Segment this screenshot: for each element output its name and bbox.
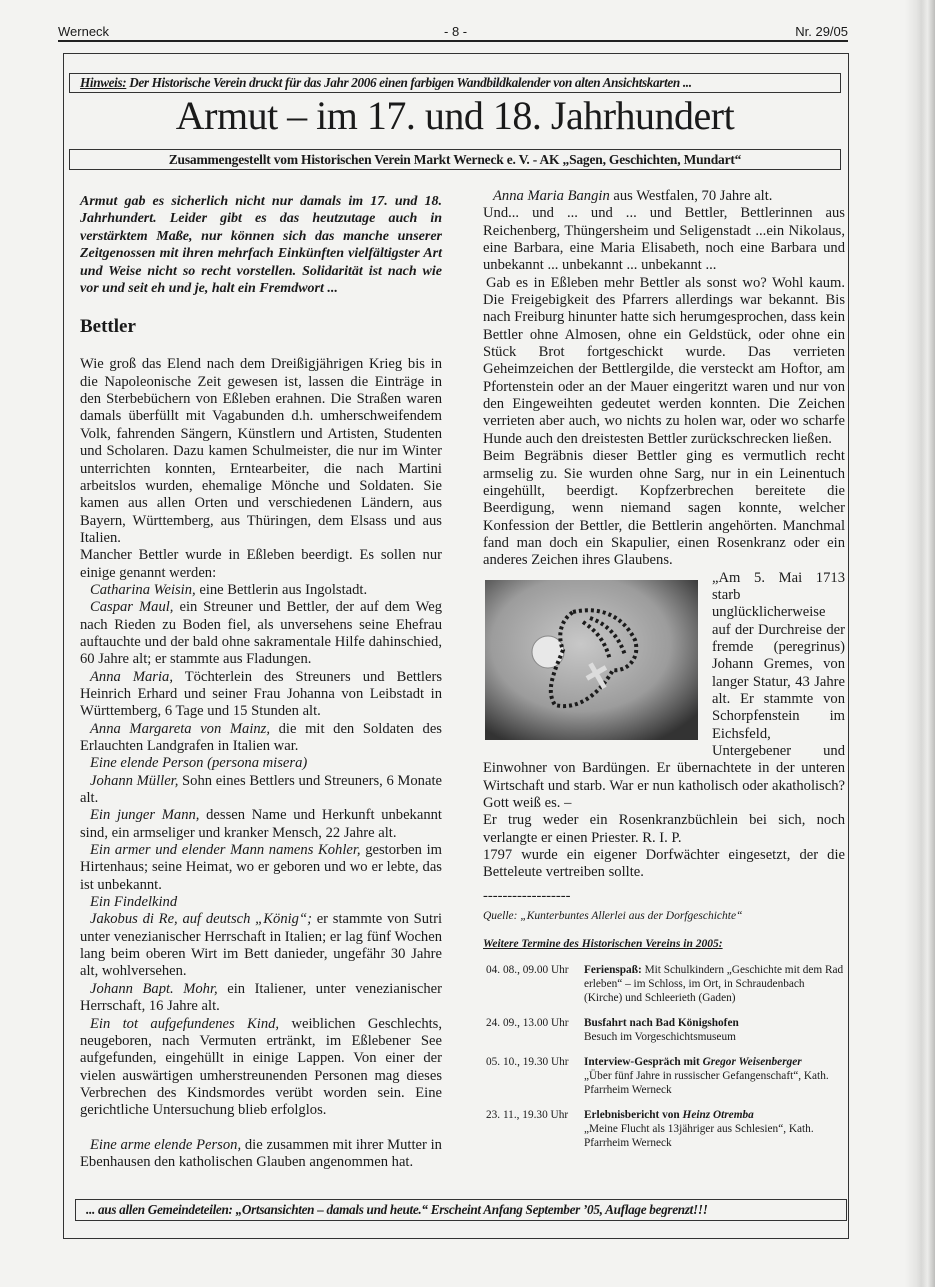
event-date: 23. 11., 19.30 Uhr: [486, 1109, 569, 1122]
entry-name: Johann Müller,: [90, 772, 179, 789]
event-details: [584, 1055, 845, 1097]
entry-name: Jakobus di Re, auf deutsch „König“;: [90, 911, 312, 928]
entry: [80, 1016, 442, 1120]
event-description: „Meine Flucht als 13jähriger aus Schlesien“, Kath. Pfarrheim Werneck: [584, 1123, 814, 1150]
entry-text: Sohn eines Bettlers und Streuners, 6 Monate alt.: [80, 772, 442, 807]
bottom-notice-box: ... aus allen Gemeindeteilen: „Ortsansichten – damals und heute.“ Erscheint Anfang September ’05, Auflage begrenzt!!!: [75, 1199, 847, 1221]
quote-paragraph: „Am 5. Mai 1713 starb unglücklicherweise auf der Durchreise der fremde (peregrinus) Johann Gremes, von langer Statur, 43 Jahre alt. Er stammte von Schorpfenstein im Eichsfeld, Untergebener und Einwohner von Bardüngen. Er übernachtete in der unteren Wirtschaft und starb. War er nun katholisch oder akatholisch? Gott weiß es. –: [483, 569, 845, 812]
entry-name: Ein Findelkind: [90, 894, 178, 911]
rosary-photo: [485, 580, 698, 740]
entry-text: weiblichen Geschlechts, neugeboren, nach Vermuten ertränkt, im Eßlebener See aufgefunden, eingehüllt in einige Lappen. Von einer der vielen auswärtigen umherstreunenden Personen mag dieses Verbrechen des Kindsmordes verübt worden sein. Eine gerichtliche Untersuchung blieb erfolglos.: [80, 1015, 443, 1119]
entry-name: Caspar Maul,: [90, 599, 174, 616]
entry-text: die zusammen mit ihrer Mutter in Ebenhausen den katholischen Glauben angenommen hat.: [80, 1136, 442, 1170]
entry-text: er stammte von Sutri unter venezianischer Herrschaft in Italien; er lag fünf Wochen lang beim oberen Wirt im Bett danieder, ungefähr 30 Jahre alt, wohlversehen.: [80, 911, 442, 980]
entry: [80, 1137, 442, 1172]
header-page-number: - 8 -: [444, 24, 468, 39]
event-item: [486, 1108, 845, 1150]
running-header: [58, 22, 848, 42]
intro-paragraph-2: Mancher Bettler wurde in Eßleben beerdigt. Es sollen nur einige genannt werden:: [80, 547, 442, 581]
event-date: 05. 10., 19.30 Uhr: [486, 1056, 569, 1069]
entry-name: Anna Maria,: [90, 668, 173, 685]
left-column: [80, 193, 442, 1171]
entry: [80, 582, 442, 599]
paragraph: Und... und ... und ... und Bettler, Bettlerinnen aus Reichenberg, Thüngersheim und Seligenstadt ...ein Nikolaus, eine Barbara, eine Maria Elisabeth, noch eine Barbara und unbekannt ... unbekannt ... unbekannt ...: [483, 205, 845, 274]
section-heading: Bettler: [80, 316, 136, 338]
entry-name: Eine elende Person (persona misera): [90, 755, 308, 772]
entry-text: Töchterlein des Streuners und Bettlers Heinrich Erhard und seiner Frau Johanna von Leibstadt in Württemberg, 6 Tage und 15 Stunden alt.: [80, 668, 443, 720]
entry-text: dessen Name und Herkunft unbekannt sind, ein armseliger und kranker Mensch, 22 Jahre alt.: [80, 807, 442, 841]
paragraph: Gab es in Eßleben mehr Bettler als sonst wo? Wohl kaum. Die Freigebigkeit des Pfarrers allerdings war bekannt. Bis nach Freiburg hinunter hatte sich herumgesprochen, dass kein Bettler ohne Almosen, ohne ein Geldstück, oder ohne ein Stück Brot fortgeschickt wurde. Das verrieten Geheimzeichen der Bettlergilde, die versteckt am Hoftor, am Pfortenstein oder an der Mauer eingeritzt waren und nur von den Eingeweihten gedeutet werden konnten. Die Zeichen verrieten aber auch, wo nichts zu holen war, oder wo scharfe Hunde auch den dreistesten Bettler zurückschrecken ließen.: [483, 274, 845, 447]
entry: [80, 981, 442, 1016]
entry-text: die mit den Soldaten des Erlauchten Landgrafen in Italien war.: [80, 720, 442, 754]
entry: [80, 599, 442, 668]
entry: [483, 188, 845, 205]
entry-text: aus Westfalen, 70 Jahre alt.: [609, 188, 773, 204]
event-speaker: Gregor Weisenberger: [702, 1056, 802, 1069]
entry-text: ein Italiener, unter venezianischer Herrschaft, 16 Jahre alt.: [80, 980, 442, 1015]
entry-name: Ein armer und elender Mann namens Kohler,: [90, 842, 361, 859]
entry: [80, 755, 442, 772]
entry: [80, 669, 442, 721]
entry-name: Catharina Weisin,: [90, 581, 196, 598]
entry-text: ein Streuner und Bettler, der auf dem Weg nach Rieden zu Boden fiel, als unversehens seine Ehefrau auftauchte und der bald ohne sakramentale Hilfe dahinschied, 60 Jahre alt; er stammte aus Fladungen.: [80, 599, 442, 668]
spacer: [80, 1120, 442, 1137]
entry-name: Ein junger Mann,: [90, 807, 200, 824]
entry: [80, 721, 442, 756]
event-date: 24. 09., 13.00 Uhr: [486, 1017, 569, 1030]
entry: [80, 807, 442, 842]
entry: [80, 773, 442, 808]
entry-text: gestorben im Hirtenhaus; seine Heimat, wo er geboren und wo er lebte, das ist unbekannt.: [80, 842, 442, 893]
rosary-icon: [485, 580, 698, 740]
lead-paragraph: Armut gab es sicherlich nicht nur damals im 17. und 18. Jahrhundert. Leider gibt es das heutzutage auch in verstärktem Maße, nur können sich das manche unserer Zeitgenossen mit ihren mehrfach Einkünften vielfältigster Art und Weise nicht so recht vorstellen. Solidarität ist nach wie vor und seit eh und je, halt ein Fremdwort ...: [80, 194, 442, 297]
event-description: Besuch im Vorgeschichtsmuseum: [584, 1031, 736, 1044]
header-issue-number: Nr. 29/05: [795, 24, 848, 39]
event-speaker: Heinz Otremba: [682, 1109, 754, 1122]
paragraph: 1797 wurde ein eigener Dorfwächter eingesetzt, der die Betteleute vertreiben sollte.: [483, 847, 845, 881]
event-description: „Über fünf Jahre in russischer Gefangenschaft“, Kath. Pfarrheim Werneck: [584, 1070, 829, 1097]
entry-name: Ein tot aufgefundenes Kind,: [90, 1015, 280, 1032]
entry: [80, 842, 442, 894]
event-title: Ferienspaß:: [584, 964, 642, 977]
scan-edge-shadow: [905, 0, 935, 1287]
event-item: [486, 1055, 845, 1097]
event-details: [584, 1108, 845, 1150]
event-description: Mit Schulkindern „Geschichte mit dem Rad erleben“ – im Schloss, im Ort, in Schraudenbach (Kirche) und Schleerieth (Gaden): [584, 964, 844, 1005]
event-title: Interview-Gespräch mit: [584, 1056, 703, 1069]
notice-box: [69, 73, 841, 93]
notice-label: Hinweis:: [80, 75, 127, 90]
paragraph: Beim Begräbnis dieser Bettler ging es vermutlich recht armselig zu. Sie wurden ohne Sarg, nur in ein Leinentuch eingehüllt, beerdigt. Kopfzerbrechen bereitete die Beerdigung, wenn niemand sagen konnte, welcher Konfession der Bettler, die Bettlerin angehörten. Manchmal fand man doch ein Skapulier, einen Rosenkranz oder ein anderes Zeichen ihres Glaubens.: [483, 448, 845, 569]
byline-box: Zusammengestellt vom Historischen Verein Markt Werneck e. V. - AK „Sagen, Geschichten, Mundart“: [69, 149, 841, 170]
events-heading: Weitere Termine des Historischen Vereins in 2005:: [483, 938, 723, 951]
source-note: Quelle: „Kunterbuntes Allerlei aus der Dorfgeschichte“: [483, 909, 743, 922]
right-column: [483, 188, 845, 1161]
separator-rule: ------------------: [483, 887, 571, 904]
intro-paragraph: Wie groß das Elend nach dem Dreißigjährigen Krieg bis in die Napoleonische Zeit gewesen ist, lassen die Einträge in den Sterbebüchern von Eßleben erahnen. Die Straßen waren damals überfüllt mit Vagabunden d.h. umherschweifendem Volk, fahrenden Sängern, Künstlern und Artisten, Studenten und Scholaren. Dazu kamen Schulmeister, die nur im Winter unterrichten konnten, Erntearbeiter, die nach Martini arbeitslos wurden, ehemalige Mönche und Soldaten. Sie kamen aus allen Orten und verschiedenen Ländern, aus Bayern, Württemberg, aus Thüringen, dem Elsass und aus Italien.: [80, 356, 442, 546]
entry-text: eine Bettlerin aus Ingolstadt.: [195, 581, 368, 598]
entry: [80, 894, 442, 911]
entry-name: Anna Maria Bangin: [493, 188, 610, 204]
entry-name: Johann Bapt. Mohr,: [90, 980, 218, 997]
event-title: Busfahrt nach Bad Königshofen: [584, 1017, 739, 1030]
event-details: [584, 1016, 845, 1044]
event-item: [486, 963, 845, 1005]
notice-text: Der Historische Verein druckt für das Jahr 2006 einen farbigen Wandbildkalender von alten Ansichtskarten ...: [126, 75, 692, 90]
entry-name: Anna Margareta von Mainz,: [90, 720, 271, 737]
event-title: Erlebnisbericht von: [584, 1109, 683, 1122]
entry-name: Eine arme elende Person,: [90, 1136, 242, 1153]
event-details: [584, 963, 845, 1005]
entry: [80, 911, 442, 980]
event-date: 04. 08., 09.00 Uhr: [486, 964, 569, 977]
page-title: Armut – im 17. und 18. Jahrhundert: [175, 93, 735, 138]
header-town: Werneck: [58, 24, 110, 39]
paragraph: Er trug weder ein Rosenkranzbüchlein bei sich, noch verlangte er einen Priester. R. I. P.: [483, 812, 845, 846]
event-item: [486, 1016, 845, 1044]
